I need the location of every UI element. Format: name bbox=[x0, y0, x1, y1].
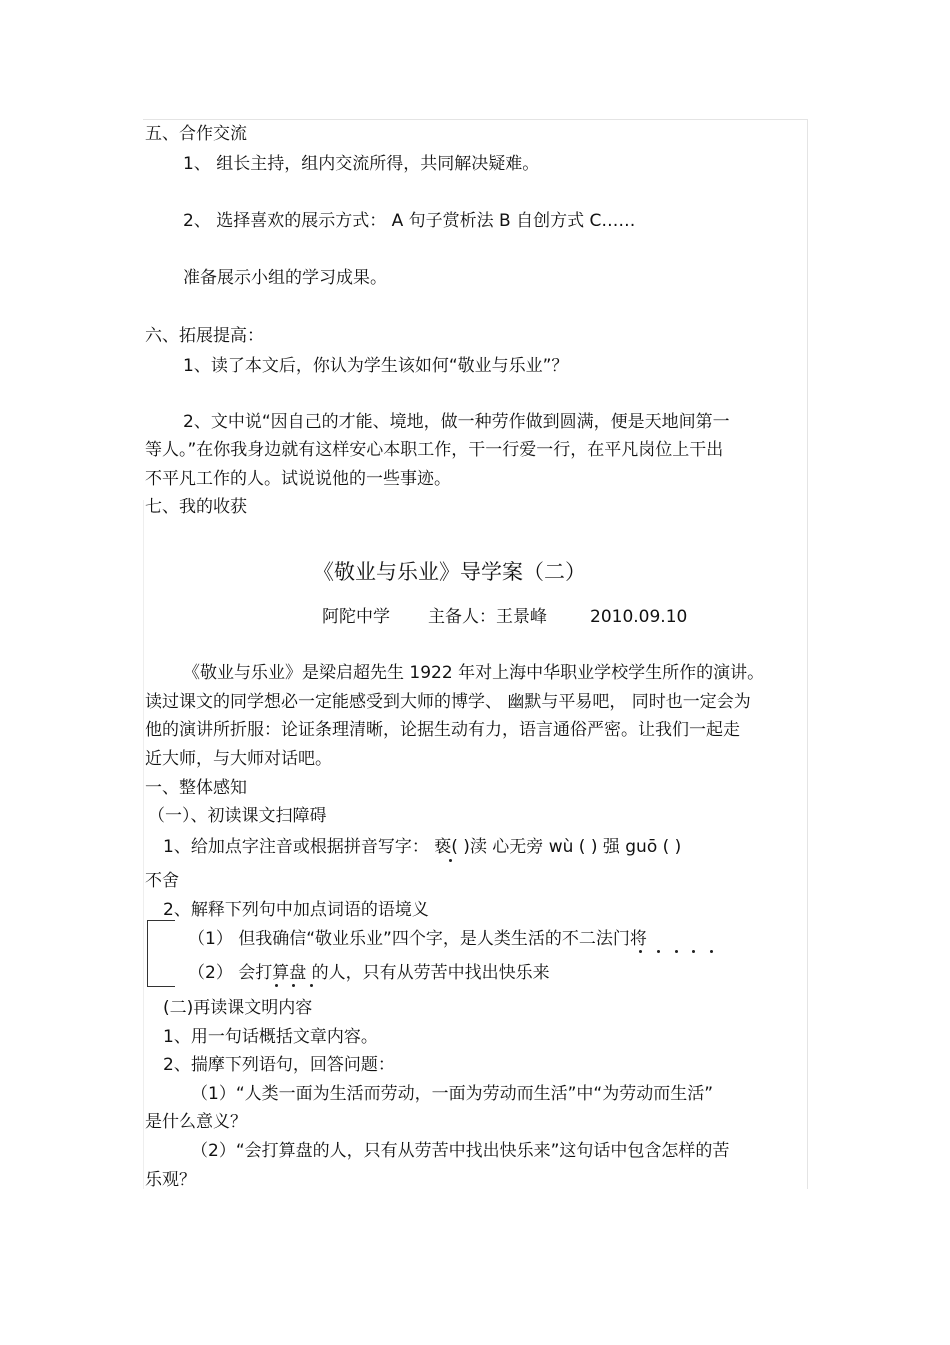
emphasis-dot bbox=[310, 984, 313, 987]
page-frame-left bbox=[143, 500, 144, 1189]
part1-question4-item2-line1: （2）“会打算盘的人，只有从劳苦中找出快乐来”这句话中包含怎样的苦 bbox=[191, 1141, 730, 1161]
part1-question4-item2-line2: 乐观？ bbox=[145, 1170, 196, 1190]
emphasis-dot bbox=[449, 859, 452, 862]
emphasis-dot bbox=[639, 950, 642, 953]
intro-line1: 《敬业与乐业》是梁启超先生 1922 年对上海中华职业学校学生所作的演讲。 bbox=[183, 663, 765, 683]
emphasis-dot bbox=[692, 950, 695, 953]
part1-question2-item2: （2） 会打算盘 的人，只有从劳苦中找出快乐来 bbox=[188, 963, 550, 983]
section6-heading: 六、拓展提高： bbox=[145, 326, 264, 346]
document-preparer: 主备人：王景峰 bbox=[428, 607, 547, 627]
part1-question4: 2、揣摩下列语句，回答问题： bbox=[163, 1055, 395, 1075]
part1-question1: 1、给加点字注音或根据拼音写字： 亵( )渎 心无旁 wù ( ) 强 guō ( ) bbox=[163, 837, 682, 857]
emphasis-dot bbox=[292, 984, 295, 987]
section5-item1: 1、 组长主持，组内交流所得，共同解决疑难。 bbox=[183, 154, 540, 174]
document-school: 阿陀中学 bbox=[322, 607, 390, 627]
section6-item2-line3: 不平凡工作的人。试说说他的一些事迹。 bbox=[145, 469, 451, 489]
intro-line3: 他的演讲所折服：论证条理清晰，论据生动有力，语言通俗严密。让我们一起走 bbox=[145, 720, 740, 740]
section7-heading: 七、我的收获 bbox=[145, 497, 247, 517]
bracket-bottom bbox=[147, 986, 175, 987]
emphasis-dot bbox=[710, 950, 713, 953]
bracket-left bbox=[147, 920, 148, 986]
page-frame-top bbox=[143, 119, 808, 120]
part1-heading: 一、整体感知 bbox=[145, 778, 247, 798]
document-date: 2010.09.10 bbox=[590, 607, 688, 627]
bracket-top bbox=[147, 920, 175, 921]
emphasis-dot bbox=[657, 950, 660, 953]
part1-subheading1: （一）、初读课文扫障碍 bbox=[148, 806, 327, 826]
section5-heading: 五、合作交流 bbox=[145, 124, 247, 144]
section6-item2-line1: 2、文中说“因自己的才能、境地，做一种劳作做到圆满，便是天地间第一 bbox=[183, 412, 730, 432]
emphasis-dot bbox=[275, 984, 278, 987]
emphasis-dot bbox=[675, 950, 678, 953]
part1-question2: 2、解释下列句中加点词语的语境义 bbox=[163, 900, 429, 920]
part1-question4-item1-line1: （1）“人类一面为生活而劳动，一面为劳动而生活”中“为劳动而生活” bbox=[191, 1084, 714, 1104]
part1-question4-item1-line2: 是什么意义？ bbox=[145, 1112, 247, 1132]
section6-item1: 1、读了本文后，你认为学生该如何“敬业与乐业”？ bbox=[183, 356, 569, 376]
page-frame-right bbox=[807, 119, 808, 1189]
part1-subheading2: (二)再读课文明内容 bbox=[163, 998, 313, 1018]
part1-question3: 1、用一句话概括文章内容。 bbox=[163, 1027, 378, 1047]
section6-item2-line2: 等人。”在你我身边就有这样安心本职工作，干一行爱一行，在平凡岗位上干出 bbox=[145, 440, 724, 460]
section5-item2-cont: 准备展示小组的学习成果。 bbox=[183, 268, 387, 288]
section5-item2: 2、 选择喜欢的展示方式： A 句子赏析法 B 自创方式 C…… bbox=[183, 211, 636, 231]
intro-line4: 近大师，与大师对话吧。 bbox=[145, 749, 332, 769]
document-title: 《敬业与乐业》导学案（二） bbox=[313, 560, 586, 584]
part1-question1-cont: 不舍 bbox=[145, 871, 179, 891]
part1-question2-item1: （1） 但我确信“敬业乐业”四个字，是人类生活的不二法门将 bbox=[188, 929, 647, 949]
intro-line2: 读过课文的同学想必一定能感受到大师的博学、 幽默与平易吧， 同时也一定会为 bbox=[145, 692, 751, 712]
